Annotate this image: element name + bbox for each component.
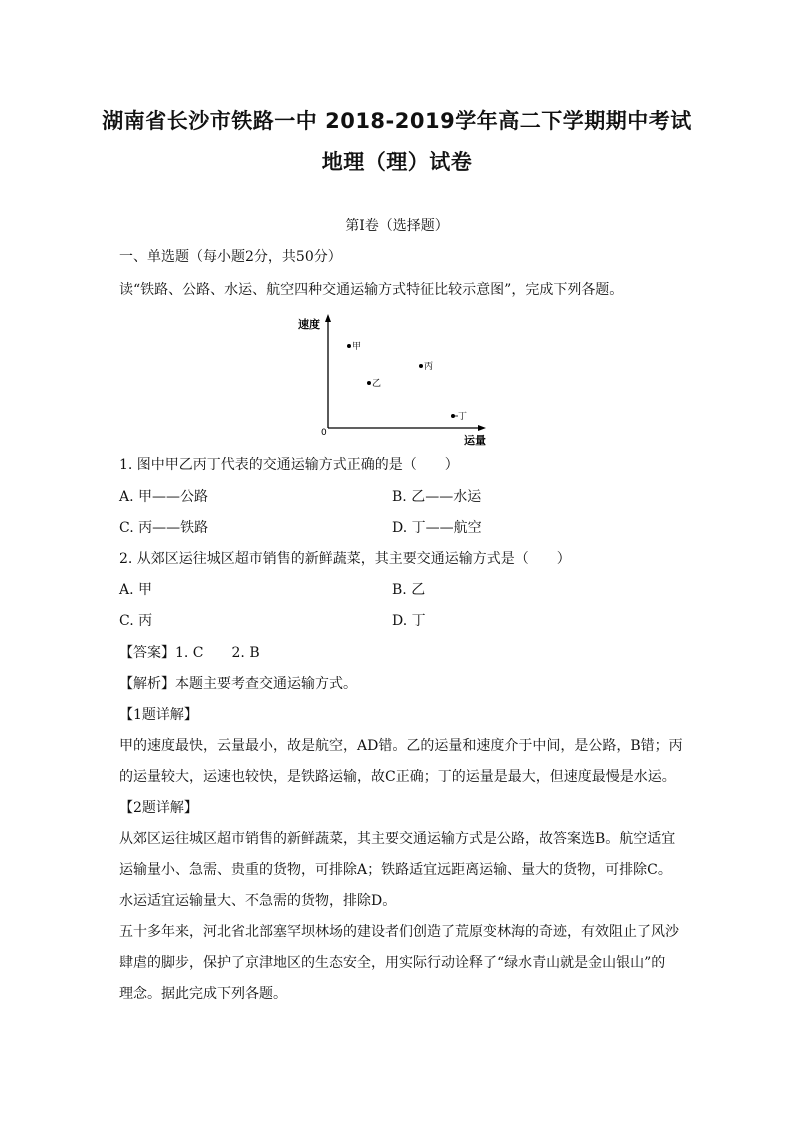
q1-option-b: B. 乙——水运 xyxy=(392,489,482,505)
x-axis-arrow xyxy=(478,425,486,431)
q2-option-d: D. 丁 xyxy=(392,613,426,629)
point-yi xyxy=(367,381,371,385)
point-jia xyxy=(347,344,351,348)
answer-line: 【答案】1. C 2. B xyxy=(119,645,260,661)
q2-stem: 2. 从郊区运往城区超市销售的新鲜蔬菜，其主要交通运输方式是（ ） xyxy=(119,551,571,567)
detail2-heading: 【2题详解】 xyxy=(119,800,198,816)
detail2-text-1: 从郊区运往城区超市销售的新鲜蔬菜，其主要交通运输方式是公路，故答案选B。航空适宜 xyxy=(119,831,676,847)
y-axis-arrow xyxy=(325,314,331,322)
q1-option-c: C. 丙——铁路 xyxy=(119,520,209,536)
exam-title-line1: 湖南省长沙市铁路一中 2018-2019学年高二下学期期中考试 xyxy=(102,109,692,133)
point-bing-label: 丙 xyxy=(424,362,434,372)
point-ding-label: 丁 xyxy=(458,412,468,422)
exam-title-line2: 地理（理）试卷 xyxy=(321,150,473,174)
analysis-line: 【解析】本题主要考查交通运输方式。 xyxy=(119,676,357,692)
detail1-text-2: 的运量较大，运速也较快，是铁路运输，故C正确；丁的运量是最大，但速度最慢是水运。 xyxy=(119,769,676,785)
detail2-text-2: 运输量小、急需、贵重的货物，可排除A；铁路适宜远距离运输、量大的货物，可排除C。 xyxy=(119,862,672,878)
point-jia-label: 甲 xyxy=(352,342,362,352)
passage-text-2: 肆虐的脚步，保护了京津地区的生态安全，用实际行动诠释了“绿水青山就是金山银山”的 xyxy=(119,955,666,971)
transport-comparison-diagram xyxy=(294,312,494,448)
q2-option-c: C. 丙 xyxy=(119,613,153,629)
q2-option-a: A. 甲 xyxy=(119,582,153,598)
part-heading: 一、单选题（每小题2分，共50分） xyxy=(119,249,342,265)
point-yi-label: 乙 xyxy=(372,379,382,389)
detail1-heading: 【1题详解】 xyxy=(119,707,198,723)
y-axis-label: 速度 xyxy=(298,318,320,331)
detail1-text-1: 甲的速度最快，云量最小，故是航空，AD错。乙的运量和速度介于中间，是公路，B错；丙 xyxy=(119,738,683,754)
passage-text-1: 五十多年来，河北省北部塞罕坝林场的建设者们创造了荒原变林海的奇迹，有效阻止了风沙 xyxy=(119,924,679,940)
q1-stem: 1. 图中甲乙丙丁代表的交通运输方式正确的是（ ） xyxy=(119,457,459,473)
origin-label: 0 xyxy=(321,428,327,438)
point-ding xyxy=(451,414,455,418)
passage-text-3: 理念。据此完成下列各题。 xyxy=(119,986,287,1002)
detail2-text-3: 水运适宜运输量大、不急需的货物，排除D。 xyxy=(119,893,397,909)
q1-option-d: D. 丁——航空 xyxy=(392,520,482,536)
question-intro: 读“铁路、公路、水运、航空四种交通运输方式特征比较示意图”，完成下列各题。 xyxy=(119,282,624,298)
section-heading: 第I卷（选择题） xyxy=(345,218,449,234)
x-axis-label: 运量 xyxy=(464,434,486,447)
q2-option-b: B. 乙 xyxy=(392,582,426,598)
q1-option-a: A. 甲——公路 xyxy=(119,489,209,505)
point-bing xyxy=(419,364,423,368)
